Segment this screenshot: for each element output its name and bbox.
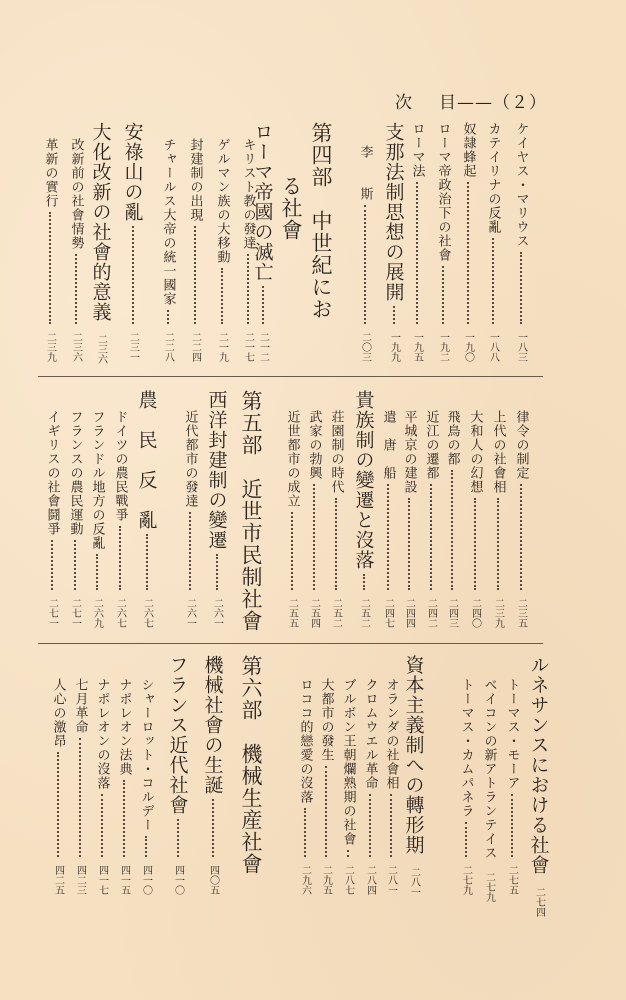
- section-entry: [407, 122, 427, 362]
- dot-leader: [520, 484, 522, 590]
- section-entry: [238, 138, 258, 362]
- section-entry: [421, 410, 441, 628]
- chapter-entry: [120, 122, 146, 362]
- chapter-entry: [351, 390, 377, 628]
- dot-leader: [216, 554, 218, 590]
- entry-title: 機械社會の生誕: [201, 655, 224, 795]
- dot-leader: [497, 498, 499, 590]
- dot-leader: [387, 484, 389, 590]
- page-number: 二四二: [425, 598, 437, 628]
- page-number: 二四三: [446, 598, 458, 628]
- entry-title: ナポレオン法典: [116, 678, 132, 776]
- page-number: 二三五: [515, 598, 527, 628]
- page-header: [395, 88, 547, 113]
- dot-leader: [408, 498, 410, 590]
- section-entry: [378, 410, 398, 628]
- section-entry: [92, 678, 112, 895]
- dot-leader: [451, 470, 453, 590]
- section-entry: [66, 138, 86, 362]
- entry-title: 大都市の發生: [318, 678, 334, 762]
- section-entry: [136, 678, 156, 895]
- section-entry: [488, 410, 508, 628]
- page-number: 二八四: [364, 865, 376, 895]
- dot-leader: [511, 794, 513, 857]
- chapter-entry: [526, 655, 552, 917]
- entry-title: ローマ帝政治下の社會: [435, 122, 451, 262]
- header-right: 目: [439, 93, 457, 113]
- page-number: 二六一: [211, 598, 223, 628]
- entry-title: ブルボン王朝爛熟期の社會: [340, 678, 356, 846]
- entry-title: ローマ法: [409, 122, 425, 178]
- dot-leader: [369, 794, 371, 857]
- section-divider: [38, 376, 543, 377]
- entry-title: 李 斯: [357, 145, 373, 201]
- page-number: 二一二: [257, 332, 269, 362]
- page-number: 二七五: [506, 865, 518, 895]
- chapter-entry: [401, 655, 427, 895]
- section-entry: [465, 410, 485, 628]
- page-number: 二七四: [533, 887, 545, 917]
- page-number: 二四四: [403, 598, 415, 628]
- entry-title: 七月革命: [72, 678, 88, 734]
- section-entry: [40, 138, 60, 362]
- entry-title: 安祿山の亂: [121, 122, 144, 222]
- dot-leader: [194, 226, 196, 324]
- page-number: 二三九: [44, 332, 56, 362]
- section-divider: [38, 643, 543, 644]
- entry-title: オランダの社會相: [383, 678, 399, 790]
- page-number: 二九五: [320, 865, 332, 895]
- page-number: 一九〇: [462, 332, 474, 362]
- entry-title: 資本主義制への轉形期: [402, 655, 425, 855]
- section-entry: [114, 678, 134, 895]
- dot-leader: [442, 266, 444, 324]
- section-entry: [87, 410, 107, 628]
- section-entry: [442, 410, 462, 628]
- entry-title: る社會: [279, 175, 303, 241]
- dot-leader: [390, 794, 392, 857]
- dot-leader: [465, 822, 467, 857]
- page-number: 一八八: [487, 332, 499, 362]
- entry-title: フランスの農民運動: [67, 410, 83, 536]
- section-entry: [381, 678, 401, 895]
- entry-title: 上代の社會相: [490, 410, 506, 494]
- page-number: 二四〇: [469, 598, 481, 628]
- section-entry: [70, 678, 90, 895]
- page-number: 四一七: [96, 865, 108, 895]
- dot-leader: [145, 836, 147, 857]
- section-entry: [212, 138, 232, 362]
- chapter-entry: [88, 122, 114, 362]
- section-entry: [42, 410, 62, 628]
- entry-title: 遣 唐 船: [380, 410, 396, 480]
- dot-leader: [313, 484, 315, 590]
- section-entry: [338, 678, 358, 895]
- section-entry: [316, 678, 336, 895]
- section-entry: [399, 410, 419, 628]
- section-entry: [458, 122, 478, 362]
- dot-leader: [364, 205, 366, 324]
- page-number: 二六七: [114, 598, 126, 628]
- dot-leader: [262, 286, 264, 324]
- page-number: 二二八: [162, 332, 174, 362]
- section-entry: [185, 138, 205, 362]
- dot-leader: [123, 780, 125, 857]
- entry-title: 大化改新の社會的意義: [89, 122, 112, 322]
- page-number: 一八三: [515, 332, 527, 362]
- entry-title: トーマス・カムパネラ: [458, 678, 474, 818]
- page-number: 二五二: [358, 598, 370, 628]
- entry-title: 農 民 反 亂: [135, 390, 158, 530]
- dot-leader: [132, 226, 134, 324]
- dot-leader: [520, 252, 522, 324]
- entry-title: トーマス・モーア: [504, 678, 520, 790]
- dot-leader: [167, 310, 169, 324]
- dot-leader: [119, 526, 121, 590]
- page-number: 二五五: [286, 598, 298, 628]
- section-entry: [304, 410, 324, 628]
- chapter-entry: [134, 390, 160, 628]
- entry-title: ケイヤス・マリウス: [513, 122, 529, 248]
- entry-title: 人心の激昂: [50, 678, 66, 748]
- section-entry: [502, 678, 522, 895]
- entry-title: ルネサンスにおける社會: [527, 655, 550, 875]
- entry-title: カテイリナの反亂: [485, 122, 501, 234]
- entry-title: 第六部 機械生産社會: [239, 655, 263, 875]
- page-number: 四一〇: [172, 865, 184, 895]
- dot-leader: [291, 512, 293, 590]
- entry-title: シャーロット・コルデー: [138, 678, 154, 832]
- section-entry: [433, 122, 453, 362]
- dot-leader: [247, 254, 249, 324]
- header-left: 次: [395, 93, 413, 113]
- page-number: 二七一: [46, 598, 58, 628]
- page-number: 二三六: [95, 334, 107, 364]
- dot-leader: [335, 498, 337, 590]
- dot-leader: [49, 212, 51, 324]
- dot-leader: [492, 238, 494, 324]
- entry-title: チャールス大帝の統一國家: [160, 138, 176, 306]
- entry-title: 近世都市の成立: [284, 410, 300, 508]
- entry-title: キリスト教の發達: [240, 138, 256, 250]
- section-entry: [511, 410, 531, 628]
- page-number: 二一七: [242, 332, 254, 362]
- entry-title: 大和人の幻想: [467, 410, 483, 494]
- page-number: 二七一: [69, 598, 81, 628]
- chapter-entry: [381, 122, 407, 362]
- page-number: 一九五: [411, 332, 423, 362]
- entry-title: ローマ帝國の滅亡: [251, 122, 274, 282]
- section-entry: [511, 122, 531, 362]
- page-number: 四一〇: [140, 865, 152, 895]
- entry-title: 奴隷蜂起: [460, 122, 476, 178]
- dot-leader: [79, 738, 81, 857]
- page-number: 二八七: [342, 865, 354, 895]
- page-number: 二三一: [127, 332, 139, 362]
- dot-leader: [430, 484, 432, 590]
- page-number: 二一九: [216, 332, 228, 362]
- dot-leader: [416, 182, 418, 324]
- dot-leader: [57, 752, 59, 857]
- dot-leader: [189, 512, 191, 590]
- entry-title: 荘園制の時代: [328, 410, 344, 494]
- dot-leader: [177, 819, 179, 857]
- page-number: 二〇三: [359, 332, 371, 362]
- entry-title: 第四部 中世紀にお: [309, 122, 333, 320]
- page-number: 四〇五: [207, 865, 219, 895]
- page-number: 二六七: [141, 598, 153, 628]
- page-number: 二七九: [483, 872, 495, 902]
- dot-leader: [325, 766, 327, 857]
- dot-leader: [467, 182, 469, 324]
- part-heading: [276, 175, 306, 241]
- part-heading: [236, 390, 266, 632]
- dot-leader: [363, 574, 365, 590]
- section-entry: [158, 138, 178, 362]
- entry-title: 貴族制の變遷と沒落: [352, 390, 375, 570]
- section-entry: [180, 410, 200, 628]
- header-page-number: ——（２）: [457, 93, 547, 113]
- dot-leader: [474, 498, 476, 590]
- entry-title: 革新の實行: [42, 138, 58, 208]
- entry-title: ナポレオンの沒落: [94, 678, 110, 790]
- part-heading: [306, 122, 336, 320]
- section-entry: [355, 145, 375, 362]
- entry-title: 封建制の出現: [187, 138, 203, 222]
- page-number: 四一五: [118, 865, 130, 895]
- page-number: 二二四: [189, 332, 201, 362]
- entry-title: クロムウエル革命: [362, 678, 378, 790]
- entry-title: イギリスの社會鬪爭: [44, 410, 60, 536]
- section-entry: [65, 410, 85, 628]
- page-number: 二四七: [382, 598, 394, 628]
- page-number: 二三六: [70, 332, 82, 362]
- chapter-entry: [204, 390, 230, 628]
- entry-title: ロココ的戀愛の沒落: [297, 678, 313, 804]
- page-number: 一九九: [388, 332, 400, 362]
- page-number: 一九二: [437, 332, 449, 362]
- dot-leader: [146, 534, 148, 590]
- entry-title: 飛鳥の都: [444, 410, 460, 466]
- entry-title: 第五部 近世市民制社會: [239, 390, 263, 632]
- part-heading: [236, 655, 266, 875]
- entry-title: 平城京の建設: [401, 410, 417, 494]
- chapter-entry: [200, 655, 226, 895]
- page-number: 二六九: [91, 598, 103, 628]
- page-number: 四二三: [74, 865, 86, 895]
- dot-leader: [304, 808, 306, 857]
- dot-leader: [101, 794, 103, 857]
- entry-title: ゲルマン族の大移動: [214, 138, 230, 264]
- entry-title: 支那法制思想の展開: [382, 122, 405, 302]
- chapter-entry: [165, 655, 191, 895]
- page-number: 二八一: [408, 867, 420, 897]
- entry-title: フランドル地方の反亂: [89, 410, 105, 550]
- page-number: 二三九: [492, 598, 504, 628]
- dot-leader: [347, 850, 349, 857]
- page-number: 四二五: [52, 865, 64, 895]
- entry-title: 武家の勃興: [306, 410, 322, 480]
- dot-leader: [74, 540, 76, 590]
- dot-leader: [51, 540, 53, 590]
- section-entry: [456, 678, 476, 895]
- entry-title: 近代都市の發達: [182, 410, 198, 508]
- dot-leader: [393, 306, 395, 324]
- section-entry: [483, 122, 503, 362]
- entry-title: ベイコンの新アトランテイス: [481, 678, 497, 860]
- entry-title: 律令の制定: [513, 410, 529, 480]
- page-number: 二五二: [330, 598, 342, 628]
- entry-title: ドイツの農民戰爭: [112, 410, 128, 522]
- dot-leader: [96, 554, 98, 590]
- dot-leader: [75, 254, 77, 324]
- page-number: 二九六: [299, 865, 311, 895]
- page-number: 二六一: [184, 598, 196, 628]
- page-number: 二五四: [308, 598, 320, 628]
- section-entry: [282, 410, 302, 628]
- entry-title: 近江の遷都: [423, 410, 439, 480]
- section-entry: [48, 678, 68, 895]
- entry-title: 西洋封建制の變遷: [205, 390, 228, 550]
- entry-title: フランス近代社會: [166, 655, 189, 815]
- dot-leader: [212, 799, 214, 857]
- page-number: 二七九: [460, 865, 472, 895]
- dot-leader: [221, 268, 223, 324]
- section-entry: [360, 678, 380, 895]
- section-entry: [479, 678, 499, 902]
- page-number: 二八一: [385, 865, 397, 895]
- section-entry: [110, 410, 130, 628]
- section-entry: [326, 410, 346, 628]
- section-entry: [295, 678, 315, 895]
- entry-title: 改新前の社會情勢: [68, 138, 84, 250]
